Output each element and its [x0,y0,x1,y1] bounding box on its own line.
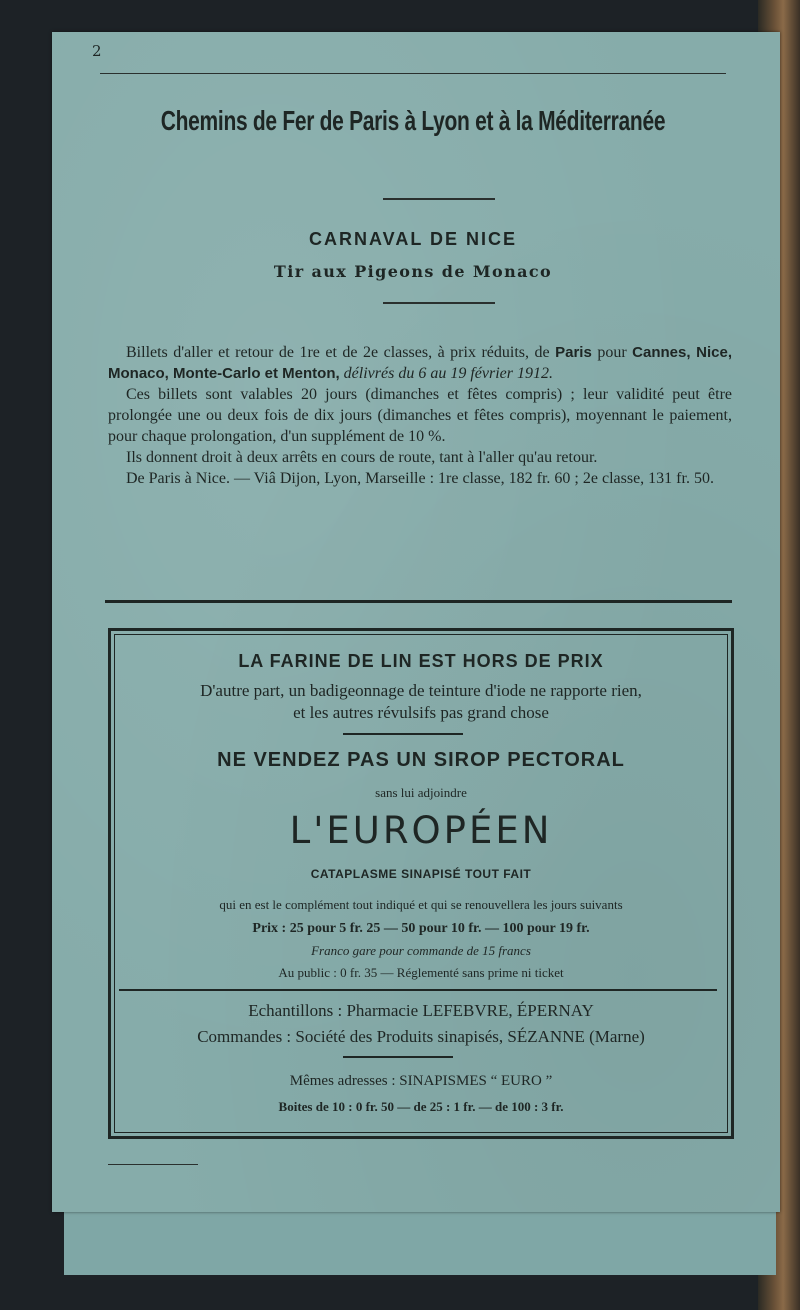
underlying-page [64,1205,776,1275]
advertisement-box [108,628,734,1139]
ad-franco: Franco gare pour commande de 15 francs [311,943,531,958]
article-body [108,342,732,489]
ad-samples: Echantillons : Pharmacie LEFEBVRE, ÉPERNAY [248,1001,594,1020]
ad-prices: Prix : 25 pour 5 fr. 25 — 50 pour 10 fr. — 100 pour 19 fr. [252,921,590,936]
paragraph-4: De Paris à Nice. — Viâ Dijon, Lyon, Marseille : 1re classe, 182 fr. 60 ; 2e classe, 131 fr. 50. [126,470,714,487]
ad-same-addresses: Mêmes adresses : SINAPISMES “ EURO ” [289,1073,553,1089]
ad-inner-rule [119,989,717,991]
ad-public-price: Au public : 0 fr. 35 — Réglementé sans prime ni ticket [278,965,564,980]
subtitle-divider [383,302,495,304]
ad-divider [343,733,463,735]
brand-description: CATAPLASME SINAPISÉ TOUT FAIT [310,867,532,881]
brand-name: L'EUROPÉEN [289,809,553,852]
ad-slogan-sub: sans lui adjoindre [375,785,467,800]
paragraph-1: Billets d'aller et retour de 1re et de 2e classes, à prix réduits, de Paris pour Cannes, Nice, Monaco, Monte-Carlo et Menton, délivrés du 6 au 19 février 1912. [108,344,733,382]
paragraph-2: Ces billets sont valables 20 jours (dimanches et fêtes compris) ; leur validité peut être prolongée une ou deux fois de dix jours (dimanches et fêtes compris), moyennant le paiement, pour chaque prolongation, d'un supplément de 10 %. [108,386,732,445]
header-rule [100,73,726,74]
ad-slogan: NE VENDEZ PAS UN SIROP PECTORAL [217,749,625,771]
ad-complement: qui en est le complément tout indiqué et qui se renouvellera les jours suivants [219,897,623,912]
heading-divider [383,198,495,200]
ad-line-1: D'autre part, un badigeonnage de teinture d'iode ne rapporte rien, [200,681,642,700]
ad-box-prices: Boites de 10 : 0 fr. 50 — de 25 : 1 fr. — de 100 : 3 fr. [278,1099,564,1114]
section-rule [105,600,732,603]
page-heading: Chemins de Fer de Paris à Lyon et à la Méditerranée [160,106,666,137]
ad-divider-2 [343,1056,453,1058]
ad-line-2: et les autres révulsifs pas grand chose [293,703,549,722]
event-title: CARNAVAL DE NICE [308,229,517,249]
page-number: 2 [92,42,102,60]
ad-orders: Commandes : Société des Produits sinapisés, SÉZANNE (Marne) [197,1027,645,1046]
footer-rule [108,1164,198,1165]
event-subtitle: Tir aux Pigeons de Monaco [273,262,553,281]
ad-headline: LA FARINE DE LIN EST HORS DE PRIX [238,651,604,671]
paragraph-3: Ils donnent droit à deux arrêts en cours de route, tant à l'aller qu'au retour. [126,449,598,466]
